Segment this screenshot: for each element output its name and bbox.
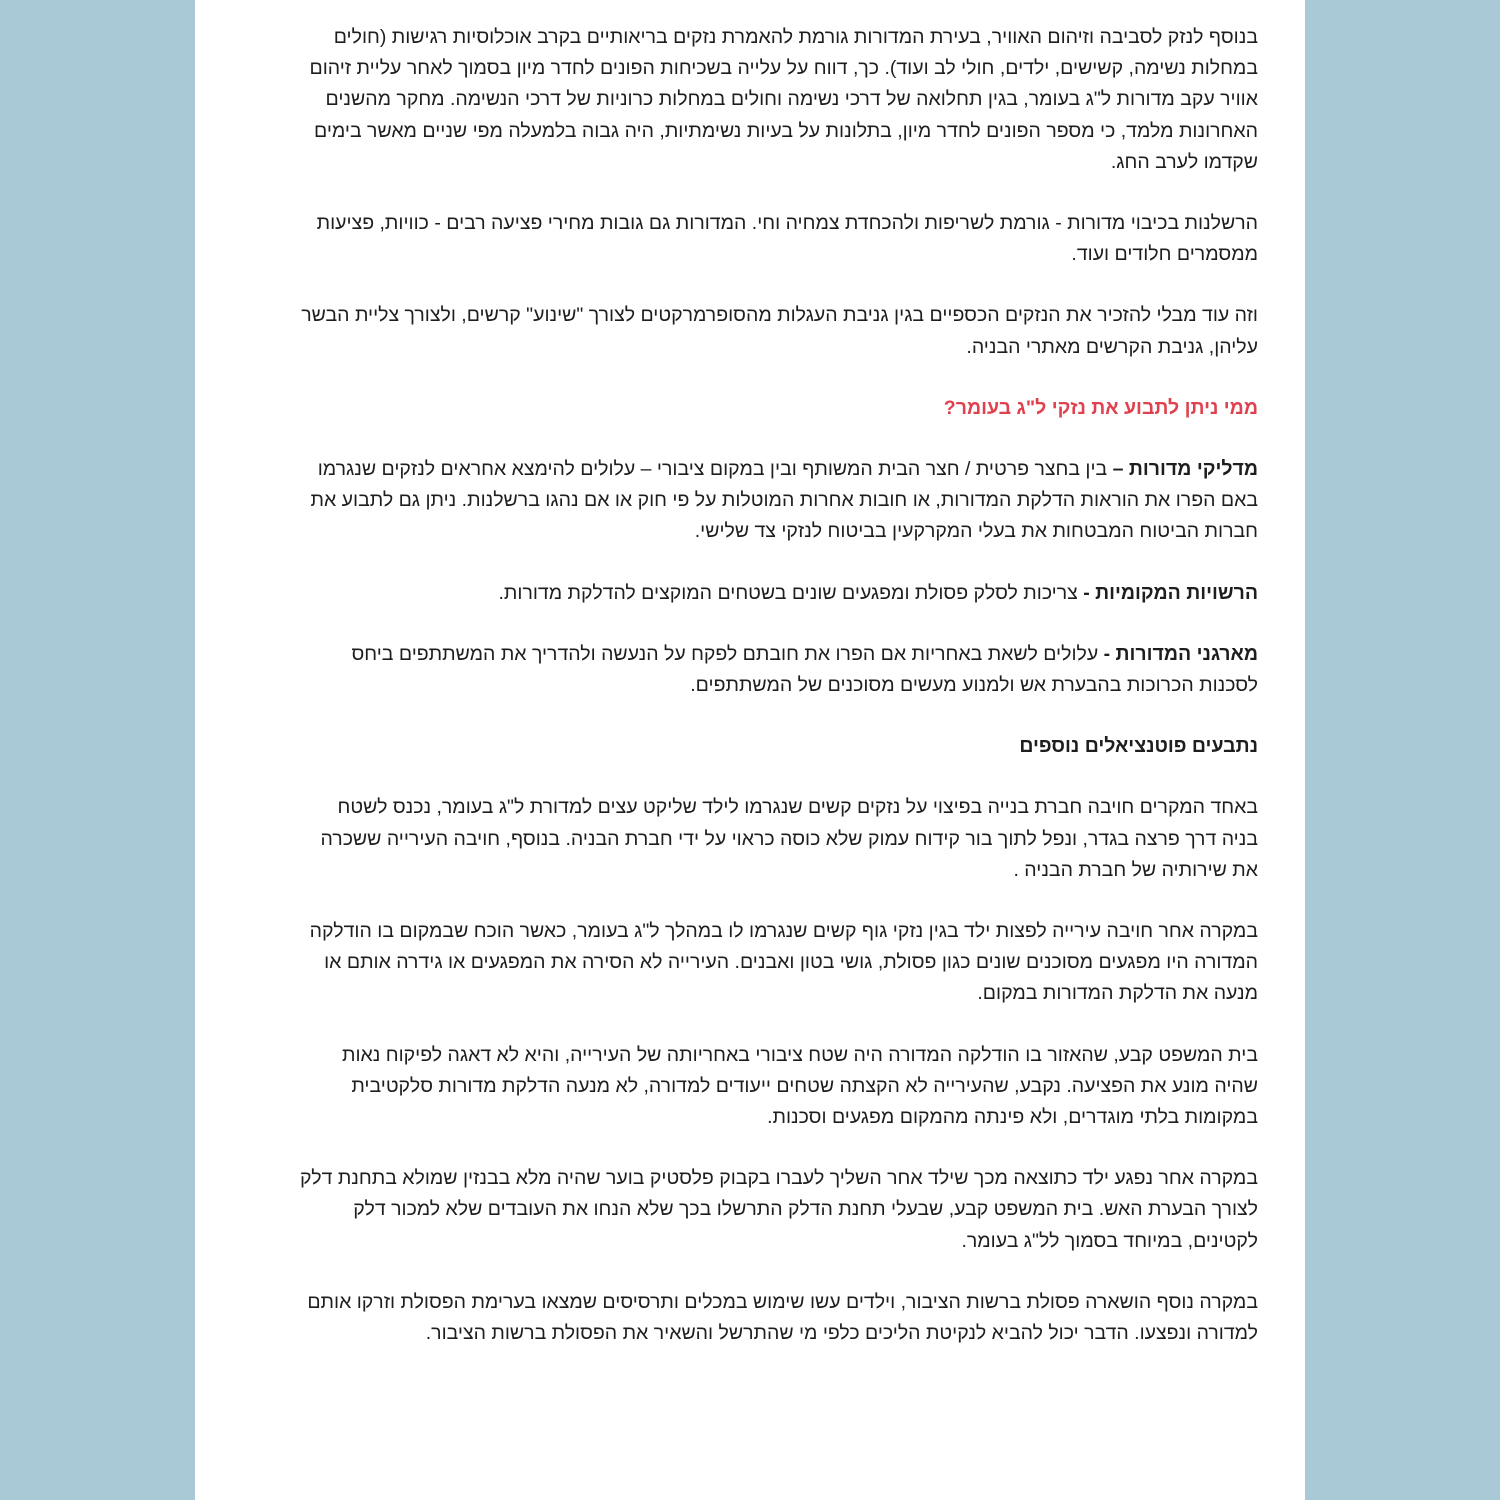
document-page (195, 0, 1305, 1500)
party-text: עלולים לשאת באחריות אם הפרו את חובתם לפקח על הנעשה ולהדריך את המשתתפים ביחס לסכנות הכרוכות בהבערת אש ולמנוע מעשים מסוכנים של המשתתפים. (351, 642, 1258, 697)
case-paragraph-construction: באחד המקרים חויבה חברת בנייה בפיצוי על נזקים קשים שנגרמו לילד שליקט עצים למדורת ל"ג בעומר, נכנס לשטח בניה דרך פרצה בגדר, ונפל לתוך בור קידוח עמוק שלא כוסה כראוי על ידי חברת הבניה. בנוסף, חויבה העירייה ששכרה את שירותיה של חברת הבניה . (320, 796, 1258, 881)
case-paragraph-court-ruling: בית המשפט קבע, שהאזור בו הודלקה המדורה היה שטח ציבורי באחריותה של העירייה, והיא לא דאגה לפיקוח נאות שהיה מונע את הפציעה. נקבע, שהעירייה לא הקצתה שטחים ייעודים למדורה, לא מנעה הדלקת מדורות סלקטיבית במקומות בלתי מוגדרים, ולא פינתה מהמקום מפגעים וסכנות. (341, 1043, 1258, 1129)
party-paragraph-organizers (296, 639, 1258, 701)
party-paragraph-local-authorities (296, 578, 1258, 609)
intro-health-paragraph: בנוסף לנזק לסביבה וזיהום האוויר, בעירת המדורות גורמת להאמרת נזקים בריאותיים בקרב אוכלוסיות רגישות (חולים במחלות נשימה, קשישים, ילדים, חולי לב ועוד). כך, דווח על עלייה בשכיחות הפונים לחדר מיון בסמוך לאחר עליית זיהום אוויר עקב מדורות ל"ג בעומר, בגין תחלואה של דרכי נשימה וחולים במחלות כרוניות של דרכי הנשימה. מחקר מהשנים האחרונות מלמד, כי מספר הפונים לחדר מיון, בתלונות על בעיות נשימתיות, היה גבוה בלמעלה מפי שניים מאשר בימים שקדמו לערב החג. (309, 26, 1258, 173)
case-paragraph-municipality: במקרה אחר חויבה עירייה לפצות ילד בגין נזקי גוף קשים שנגרמו לו במהלך ל"ג בעומר, כאשר הוכח שבמקום בו הודלקה המדורה היו מפגעים מסוכנים שונים כגון פסולת, גושי בטון ואבנים. העירייה לא הסירה את המפגעים או גידרה אותם או מנעה את הדלקת המדורות במקום. (309, 920, 1258, 1005)
case-paragraph-gas-station: במקרה אחר נפגע ילד כתוצאה מכך שילד אחר השליך לעברו בקבוק פלסטיק בוער שהיה מלא בבנזין שמולא בתחנת דלק לצורך הבערת האש. בית המשפט קבע, שבעלי תחנת הדלק התרשלו בכך שלא הנחו את העובדים שלא למכור דלק לקטינים, במיוחד בסמוך לל"ג בעומר. (299, 1167, 1258, 1252)
party-text: בין בחצר פרטית / חצר הבית המשותף ובין במקום ציבורי – עלולים להימצא אחראים לנזקים שנגרמו באם הפרו את הוראות הדלקת המדורות, או חובות אחרות המוטלות על פי חוק או אם נהגו ברשלנות. ניתן גם לתבוע את חברות הביטוח המבטחות את בעלי המקרקעין בביטוח לנזקי צד שלישי. (310, 458, 1258, 543)
party-label: מארגני המדורות - (1103, 642, 1258, 665)
document-body (296, 22, 1258, 1379)
case-paragraph-public-waste: במקרה נוסף הושארה פסולת ברשות הציבור, וילדים עשו שימוש במכלים ותרסיסים שמצאו בערימת הפסולת וזרקו אותם למדורה ונפצעו. הדבר יכול להביא לנקיטת הליכים כלפי מי שהתרשל והשאיר את הפסולת ברשות הציבור. (307, 1290, 1258, 1345)
section-heading-additional-defendants: נתבעים פוטנציאלים נוספים (1019, 735, 1258, 758)
section-heading-who-to-sue: ממי ניתן לתבוע את נזקי ל"ג בעומר? (943, 396, 1258, 419)
party-paragraph-bonfire-lighters (296, 454, 1258, 548)
party-text: צריכות לסלק פסולת ומפגעים שונים בשטחים המוקצים להדלקת מדורות. (498, 581, 1084, 604)
intro-negligence-paragraph: הרשלנות בכיבוי מדורות - גורמת לשריפות ולהכחדת צמחיה וחי. המדורות גם גובות מחירי פציעה רבים - כוויות, פציעות ממסמרים חלודים ועוד. (316, 212, 1258, 266)
party-label: מדליקי מדורות – (1112, 458, 1258, 481)
party-label: הרשויות המקומיות - (1083, 581, 1258, 604)
intro-financial-paragraph: וזה עוד מבלי להזכיר את הנזקים הכספיים בגין גניבת העגלות מהסופרמרקטים לצורך "שינוע" קרשים, ולצורך צליית הבשר עליהן, גניבת הקרשים מאתרי הבניה. (301, 304, 1258, 358)
